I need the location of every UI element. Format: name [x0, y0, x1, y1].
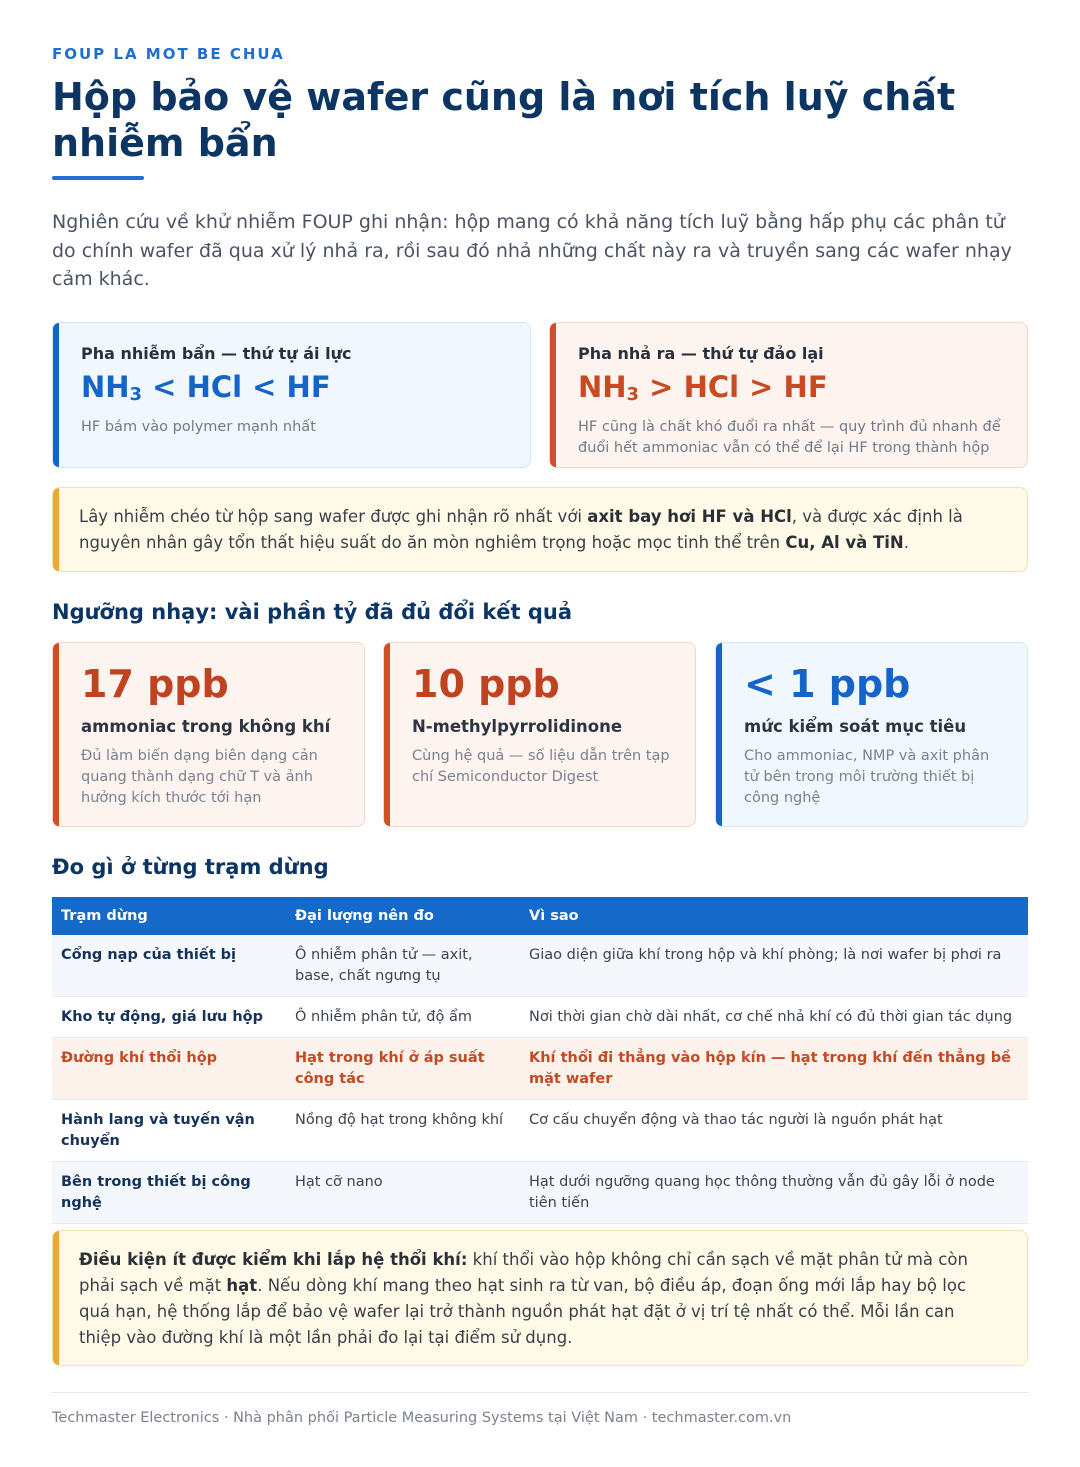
phase-label: Pha nhiễm bẩn — thứ tự ái lực: [81, 344, 352, 363]
measure-cell: Hạt trong khí ở áp suất công tác: [286, 1038, 520, 1100]
stat-value: 10 ppb: [412, 662, 560, 706]
formula-part: > HCl > HF: [639, 370, 828, 404]
stat-value: < 1 ppb: [744, 662, 911, 706]
formula-part: NH: [578, 370, 627, 404]
station-cell: Cổng nạp của thiết bị: [52, 935, 286, 997]
callout-text: .: [903, 533, 909, 552]
formula-part: NH: [81, 370, 130, 404]
station-cell: Đường khí thổi hộp: [52, 1038, 286, 1100]
column-header-reason: Vì sao: [520, 897, 1028, 935]
stat-value: 17 ppb: [81, 662, 229, 706]
threshold-heading: Ngưỡng nhạy: vài phần tỷ đã đủ đổi kết quả: [52, 600, 573, 624]
table-header-row: [52, 897, 1028, 935]
stat-card-target: [715, 642, 1028, 827]
column-header-station: Trạm dừng: [52, 897, 286, 935]
callout-emphasis: axit bay hơi HF và HCl: [587, 507, 792, 526]
stat-label: N-methylpyrrolidinone: [412, 717, 623, 736]
title-underline: [52, 176, 144, 180]
phase-note: HF bám vào polymer mạnh nhất: [81, 419, 316, 435]
stat-label: mức kiểm soát mục tiêu: [744, 717, 967, 736]
table-row: [52, 1162, 1028, 1224]
stat-label: ammoniac trong không khí: [81, 717, 331, 736]
measure-cell: Ô nhiễm phân tử, độ ẩm: [286, 997, 520, 1038]
affinity-order-formula: [81, 367, 508, 415]
phase-note: HF cũng là chất khó đuổi ra nhất — quy trình đủ nhanh để đuổi hết ammoniac vẫn có thể để lại HF trong thành hộp: [578, 419, 1001, 456]
reason-cell: Cơ cấu chuyển động và thao tác người là nguồn phát hạt: [520, 1100, 1028, 1162]
formula-part: < HCl < HF: [142, 370, 331, 404]
measure-cell: Hạt cỡ nano: [286, 1162, 520, 1224]
stations-heading: Đo gì ở từng trạm dừng: [52, 855, 329, 879]
callout-emphasis: hạt: [226, 1276, 258, 1295]
callout-text: . Nếu dòng khí mang theo hạt sinh ra từ van, bộ điều áp, đoạn ống mới lắp hay bộ lọc quá hạn, hệ thống lắp để bảo vệ wafer lại trở thành nguồn phát hạt đặt ở vị trí tệ nhất có thể. Mỗi lần can thiệp vào đường khí là một lần phải đo lại tại điểm sử dụng.: [79, 1276, 967, 1347]
reason-cell: Hạt dưới ngưỡng quang học thông thường vẫn đủ gây lỗi ở node tiên tiến: [520, 1162, 1028, 1224]
release-phase-card: [549, 322, 1028, 468]
stat-note: Cùng hệ quả — số liệu dẫn trên tạp chí Semiconductor Digest: [412, 748, 670, 785]
reason-cell: Giao diện giữa khí trong hộp và khí phòng; là nơi wafer bị phơi ra: [520, 935, 1028, 997]
station-cell: Bên trong thiết bị công nghệ: [52, 1162, 286, 1224]
measure-cell: Ô nhiễm phân tử — axit, base, chất ngưng tụ: [286, 935, 520, 997]
callout-text: , và được xác định là nguyên nhân gây tổn thất hiệu suất do ăn mòn nghiêm trọng hoặc mọc tinh thể trên: [79, 507, 963, 552]
station-cell: Hành lang và tuyến vận chuyển: [52, 1100, 286, 1162]
page-title: Hộp bảo vệ wafer cũng là nơi tích luỹ chất nhiễm bẩn: [52, 75, 956, 165]
station-cell: Kho tự động, giá lưu hộp: [52, 997, 286, 1038]
callout-emphasis: Cu, Al và TiN: [785, 533, 904, 552]
table-row: [52, 935, 1028, 997]
reason-cell: Khí thổi đi thẳng vào hộp kín — hạt trong khí đến thẳng bề mặt wafer: [520, 1038, 1028, 1100]
stat-card-nmp: [383, 642, 696, 827]
callout-text: Lây nhiễm chéo từ hộp sang wafer được ghi nhận rõ nhất với: [79, 507, 588, 526]
formula-subscript: 3: [626, 384, 640, 405]
reason-cell: Nơi thời gian chờ dài nhất, cơ chế nhả khí có đủ thời gian tác dụng: [520, 997, 1028, 1038]
phase-label: Pha nhả ra — thứ tự đảo lại: [578, 344, 824, 363]
callout-text: khí thổi vào hộp không chỉ cần sạch về mặt phân tử mà còn phải sạch về mặt: [79, 1250, 968, 1295]
table-row: [52, 997, 1028, 1038]
stat-card-ammonia: [52, 642, 365, 827]
release-order-formula: [578, 367, 1005, 415]
purge-gas-callout: [52, 1230, 1028, 1366]
measure-cell: Nồng độ hạt trong không khí: [286, 1100, 520, 1162]
formula-subscript: 3: [129, 384, 143, 405]
callout-emphasis: Điều kiện ít được kiểm khi lắp hệ thổi khí:: [79, 1250, 468, 1269]
intro-paragraph: Nghiên cứu về khử nhiễm FOUP ghi nhận: hộp mang có khả năng tích luỹ bằng hấp phụ các phân tử do chính wafer đã qua xử lý nhả ra, rồi sau đó nhả những chất này ra và truyền sang các wafer nhạy cảm khác.: [52, 211, 1012, 290]
contamination-phase-card: [52, 322, 531, 468]
footer-text: Techmaster Electronics · Nhà phân phối Particle Measuring Systems tại Việt Nam · techmaster.com.vn: [52, 1410, 792, 1426]
stat-note: Đủ làm biến dạng biên dạng cản quang thành dạng chữ T và ảnh hưởng kích thước tới hạn: [81, 748, 318, 806]
eyebrow-label: FOUP LA MOT BE CHUA: [52, 45, 285, 63]
column-header-measure: Đại lượng nên đo: [286, 897, 520, 935]
stat-note: Cho ammoniac, NMP và axit phân tử bên trong môi trường thiết bị công nghệ: [744, 748, 990, 806]
footer-divider: [52, 1392, 1028, 1393]
stations-table: [52, 897, 1028, 1224]
table-row: [52, 1100, 1028, 1162]
cross-contamination-callout: [52, 487, 1028, 572]
table-row-highlighted: [52, 1038, 1028, 1100]
